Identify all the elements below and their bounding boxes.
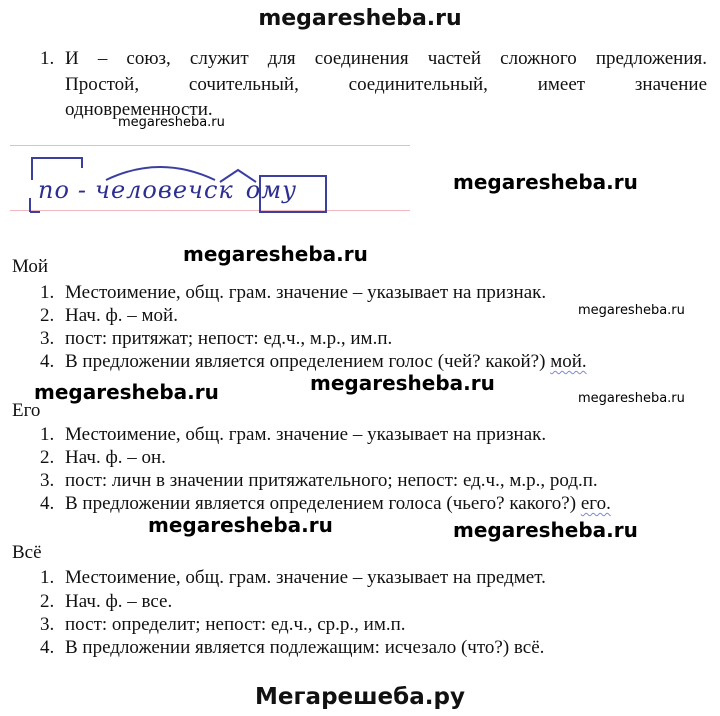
list-number: 1.: [40, 567, 55, 588]
list-item: Местоимение, общ. грам. значение – указывает на признак.: [65, 282, 547, 303]
watermark-small: megaresheba.ru: [118, 115, 225, 130]
hw-prefix: по: [38, 176, 70, 204]
list-number: 4.: [40, 637, 55, 658]
list-number: 3.: [40, 328, 55, 349]
list-number: 4.: [40, 493, 55, 514]
item1-line-1: И – союз, служит для соединения частей сложного предложения.: [65, 48, 707, 69]
list-item: пост: личн в значении притяжательного; непост: ед.ч., м.р., род.п.: [65, 470, 598, 491]
list-number: 2.: [40, 447, 55, 468]
watermark-bold: megaresheba.ru: [148, 513, 333, 537]
list-number: 1.: [40, 282, 55, 303]
hw-root: человеч: [95, 176, 204, 204]
list-item: пост: притяжат; непост: ед.ч., м.р., им.п.: [65, 328, 393, 349]
section-word-ego: Его: [12, 400, 41, 421]
list-item: [65, 351, 587, 373]
list-item: пост: определит; непост: ед.ч., ср.р., им.п.: [65, 614, 406, 635]
item1-line-2: Простой, сочительный, соединительный, имеет значение: [65, 74, 707, 95]
list-item: Нач. ф. – он.: [65, 447, 166, 468]
item1-line-3: одновременности.: [65, 99, 213, 120]
list-number: 3.: [40, 614, 55, 635]
morpheme-analysis: [10, 140, 340, 220]
spell-marked-word: мой.: [550, 351, 587, 372]
watermark-bold: megaresheba.ru: [453, 518, 638, 542]
hw-ending: ому: [245, 176, 298, 204]
watermark-bold: megaresheba.ru: [34, 380, 219, 404]
list-item: Местоимение, общ. грам. значение – указывает на предмет.: [65, 567, 546, 588]
list-item: В предложении является подлежащим: исчезало (что?) всё.: [65, 637, 545, 658]
list-number: 1.: [40, 424, 55, 445]
hw-suffix: ск: [203, 176, 234, 204]
watermark-bold: megaresheba.ru: [183, 242, 368, 266]
section-word-moi: Мой: [12, 256, 49, 277]
list-number: 2.: [40, 305, 55, 326]
site-title: megaresheba.ru: [258, 6, 462, 31]
list-item: Местоимение, общ. грам. значение – указывает на признак.: [65, 424, 547, 445]
list-item-text: В предложении является определением голос (чей? какой?): [65, 351, 551, 372]
list-item-text: В предложении является определением голоса (чьего? какого?): [65, 493, 581, 514]
watermark-small: megaresheba.ru: [578, 391, 685, 406]
watermark-small: megaresheba.ru: [578, 303, 685, 318]
list-number: 4.: [40, 351, 55, 372]
list-number: 2.: [40, 591, 55, 612]
watermark-bold: megaresheba.ru: [453, 170, 638, 194]
item1-number: 1.: [40, 48, 55, 69]
section-word-vse: Всё: [12, 542, 42, 563]
footer-site-title: Мегарешеба.ру: [255, 684, 465, 710]
watermark-bold: megaresheba.ru: [310, 371, 495, 395]
list-number: 3.: [40, 470, 55, 491]
list-item: Нач. ф. – все.: [65, 591, 173, 612]
spell-marked-word: его.: [580, 493, 611, 514]
hw-dash: -: [77, 176, 88, 204]
list-item: Нач. ф. – мой.: [65, 305, 178, 326]
list-item: [65, 493, 611, 515]
